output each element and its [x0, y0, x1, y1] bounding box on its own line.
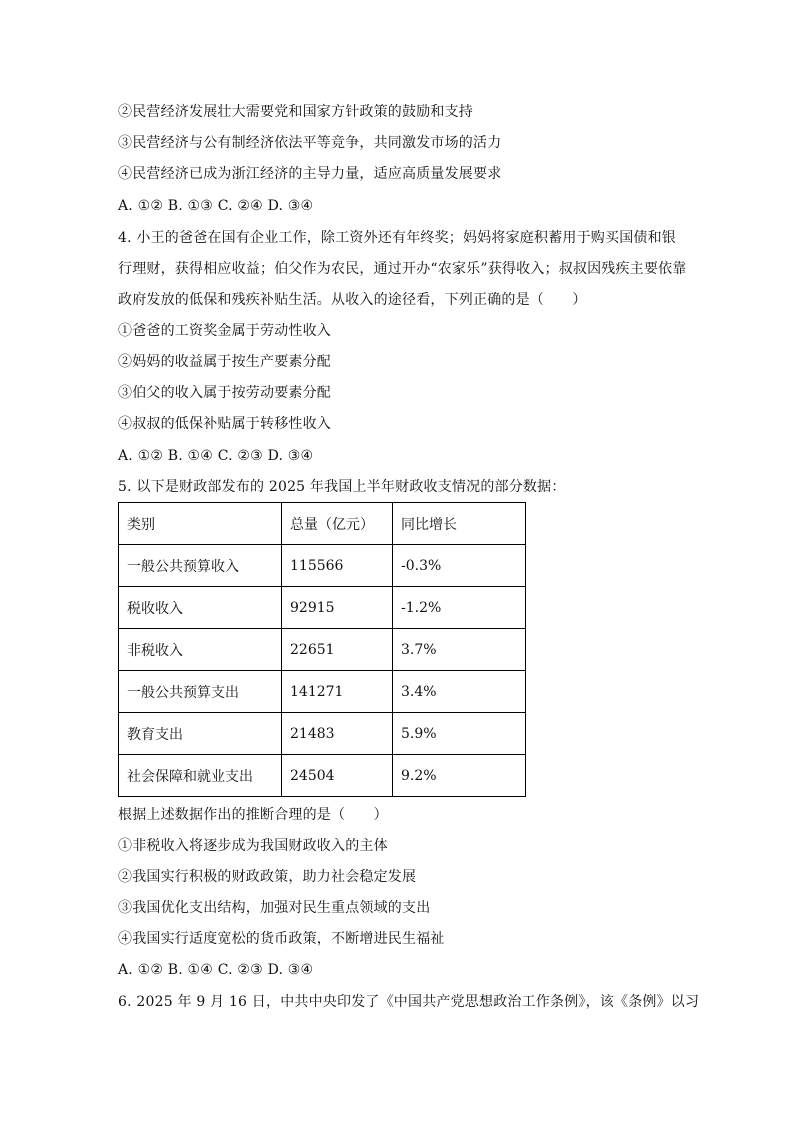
table-cell: -1.2%: [393, 587, 526, 629]
table-row: [119, 671, 526, 713]
table-cell: 一般公共预算支出: [119, 671, 282, 713]
table-header-cell: 同比增长: [393, 503, 526, 545]
question-6-stem: 6. 2025 年 9 月 16 日，中共中央印发了《中国共产党思想政治工作条例》，该《条例》以习: [118, 994, 700, 1010]
table-cell: 社会保障和就业支出: [119, 755, 282, 797]
question-4-stem: 行理财，获得相应收益；伯父作为农民，通过开办“农家乐”获得收入；叔叔因残疾主要依靠: [118, 261, 687, 277]
option-line: ①非税收入将逐步成为我国财政收入的主体: [118, 838, 388, 854]
table-row: [119, 545, 526, 587]
option-line: ④民营经济已成为浙江经济的主导力量，适应高质量发展要求: [118, 166, 502, 182]
table-cell: 21483: [282, 713, 393, 755]
table-header-cell: 总量（亿元）: [282, 503, 393, 545]
question-4-stem: 政府发放的低保和残疾补贴生活。从收入的途径看，下列正确的是（ ）: [118, 292, 587, 308]
option-line: ②民营经济发展壮大需要党和国家方针政策的鼓励和支持: [118, 104, 473, 120]
question-4-stem: 4. 小王的爸爸在国有企业工作，除工资外还有年终奖；妈妈将家庭积蓄用于购买国债和银: [118, 230, 677, 246]
table-cell: 5.9%: [393, 713, 526, 755]
option-line: ①爸爸的工资奖金属于劳动性收入: [118, 323, 331, 339]
table-cell: 22651: [282, 629, 393, 671]
fiscal-data-table: [118, 502, 526, 797]
table-cell: 9.2%: [393, 755, 526, 797]
option-line: ③民营经济与公有制经济依法平等竞争，共同激发市场的活力: [118, 135, 502, 151]
table-row: [119, 629, 526, 671]
option-line: ③我国优化支出结构，加强对民生重点领域的支出: [118, 900, 431, 916]
table-row: [119, 713, 526, 755]
option-line: ②我国实行积极的财政政策，助力社会稳定发展: [118, 869, 417, 885]
table-cell: 115566: [282, 545, 393, 587]
option-line: ③伯父的收入属于按劳动要素分配: [118, 385, 331, 401]
table-header-cell: 类别: [119, 503, 282, 545]
question-5-stem: 5. 以下是财政部发布的 2025 年我国上半年财政收支情况的部分数据：: [118, 479, 566, 495]
table-cell: 24504: [282, 755, 393, 797]
table-cell: 3.7%: [393, 629, 526, 671]
answer-choices: A. ①② B. ①③ C. ②④ D. ③④: [118, 198, 314, 214]
table-cell: 141271: [282, 671, 393, 713]
table-row: [119, 755, 526, 797]
table-cell: 3.4%: [393, 671, 526, 713]
question-5-prompt: 根据上述数据作出的推断合理的是（ ）: [118, 807, 388, 823]
table-row: [119, 587, 526, 629]
table-cell: 一般公共预算收入: [119, 545, 282, 587]
option-line: ④我国实行适度宽松的货币政策，不断增进民生福祉: [118, 931, 445, 947]
answer-choices: A. ①② B. ①④ C. ②③ D. ③④: [118, 962, 314, 978]
table-cell: -0.3%: [393, 545, 526, 587]
table-header-row: [119, 503, 526, 545]
answer-choices: A. ①② B. ①④ C. ②③ D. ③④: [118, 448, 314, 464]
table-cell: 非税收入: [119, 629, 282, 671]
table-cell: 教育支出: [119, 713, 282, 755]
table-cell: 92915: [282, 587, 393, 629]
option-line: ②妈妈的收益属于按生产要素分配: [118, 354, 331, 370]
option-line: ④叔叔的低保补贴属于转移性收入: [118, 416, 331, 432]
table-cell: 税收收入: [119, 587, 282, 629]
